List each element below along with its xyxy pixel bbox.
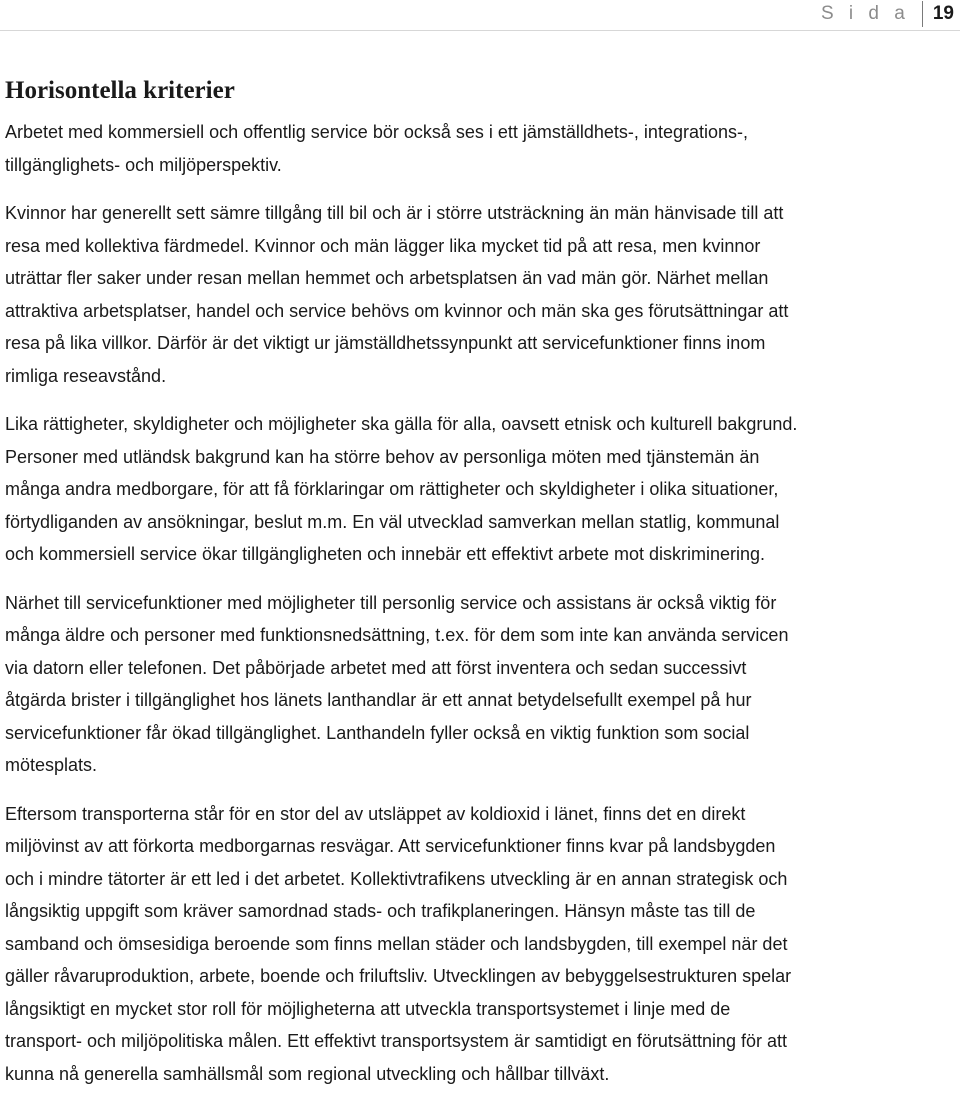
text-line: samband och ömsesidiga beroende som finns mellan städer och landsbygden, till exempel när det: [5, 933, 788, 954]
text-line: Närhet till servicefunktioner med möjligheter till personlig service och assistans är också viktig för: [5, 592, 777, 613]
text-line: uträttar fler saker under resan mellan hemmet och arbetsplatsen än vad män gör. Närhet mellan: [5, 268, 769, 288]
text-line: gäller råvaruproduktion, arbete, boende och friluftsliv. Utvecklingen av bebyggelsestrukturen spelar: [5, 966, 792, 986]
text-line: mötesplats.: [5, 755, 98, 775]
page-header-divider: [922, 1, 923, 27]
header-rule: [0, 30, 960, 31]
text-line: åtgärda brister i tillgänglighet hos länets lanthandlar är ett annat betydelsefullt exempel på hur: [5, 690, 752, 710]
text-line: långsiktig uppgift som kräver samordnad stads- och trafikplaneringen. Hänsyn måste tas till de: [5, 901, 756, 921]
text-line: långsiktigt en mycket stor roll för möjligheterna att utveckla transportsystemet i linje med de: [5, 998, 731, 1019]
text-line: attraktiva arbetsplatser, handel och service behövs om kvinnor och män ska ges förutsättningar att: [5, 300, 789, 321]
text-line: många andra medborgare, för att få förklaringar om rättigheter och skyldigheter i olika situationer,: [5, 479, 779, 499]
text-line: Lika rättigheter, skyldigheter och möjligheter ska gälla för alla, oavsett etnisk och kulturell bakgrund.: [5, 414, 798, 434]
text-line: tillgänglighets- och miljöperspektiv.: [5, 154, 282, 175]
text-line: resa på lika villkor. Därför är det viktigt ur jämställdhetssynpunkt att servicefunktioner finns inom: [5, 333, 766, 353]
paragraph-2: [5, 197, 957, 392]
text-line: rimliga reseavstånd.: [5, 365, 167, 386]
text-line: kunna nå generella samhällsmål som regional utveckling och hållbar tillväxt.: [5, 1063, 610, 1084]
text-line: miljövinst av att förkorta medborgarnas resvägar. Att servicefunktioner finns kvar på landsbygden: [5, 836, 776, 856]
text-line: många äldre och personer med funktionsnedsättning, t.ex. för dem som inte kan använda servicen: [5, 625, 789, 645]
text-line: förtydliganden av ansökningar, beslut m.m. En väl utvecklad samverkan mellan statlig, kommunal: [5, 511, 780, 532]
section-title: Horisontella kriterier: [5, 77, 235, 104]
text-line: Kvinnor har generellt sett sämre tillgång till bil och är i större utsträckning än män hänvisade till att: [5, 203, 784, 223]
text-line: resa med kollektiva färdmedel. Kvinnor och män lägger lika mycket tid på att resa, men kvinnor: [5, 235, 761, 256]
paragraph-5: [5, 798, 957, 1091]
page-header: [821, 2, 954, 26]
text-line: Personer med utländsk bakgrund kan ha större behov av personliga möten med tjänstemän än: [5, 446, 760, 467]
paragraph-1: [5, 116, 957, 181]
text-line: Arbetet med kommersiell och offentlig service bör också ses i ett jämställdhets-, integrations-,: [5, 122, 748, 142]
text-line: transport- och miljöpolitiska målen. Ett effektivt transportsystem är samtidigt en förutsättning för att: [5, 1031, 787, 1051]
text-line: Eftersom transporterna står för en stor del av utsläppet av koldioxid i länet, finns det en direkt: [5, 803, 746, 824]
document-body: [5, 72, 957, 1090]
paragraph-3: [5, 408, 957, 571]
text-line: via datorn eller telefonen. Det påbörjade arbetet med att först inventera och sedan successivt: [5, 657, 747, 678]
text-line: och kommersiell service ökar tillgängligheten och innebär ett effektivt arbete mot diskriminering.: [5, 544, 766, 564]
page-label: S i d a: [820, 3, 910, 24]
text-line: och i mindre tätorter är ett led i det arbetet. Kollektivtrafikens utveckling är en annan strategisk och: [5, 868, 788, 889]
text-line: servicefunktioner får ökad tillgänglighet. Lanthandeln fyller också en viktig funktion som social: [5, 722, 750, 743]
paragraph-4: [5, 587, 957, 782]
page-number: 19: [932, 3, 954, 24]
